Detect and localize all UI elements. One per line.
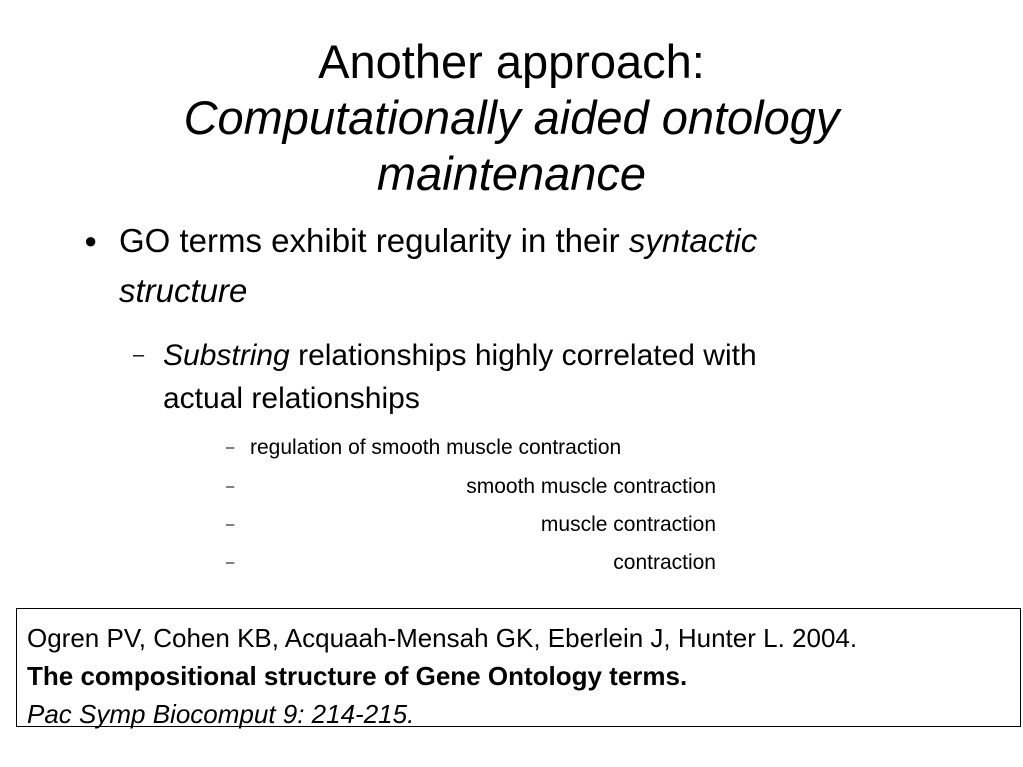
dash-icon: – [226,554,235,571]
dash-icon: – [133,344,145,366]
example-text: smooth muscle contraction [466,475,716,498]
dash-icon: – [226,439,235,456]
example-item [226,472,716,502]
title-line-3: maintenance [376,147,647,200]
sub-bullet-text [163,334,933,420]
citation-journal: Pac Symp Biocomput 9: 214-215. [27,699,415,729]
citation-box [16,608,1021,727]
citation-title: The compositional structure of Gene Ontology terms. [27,661,688,691]
example-item [226,548,716,578]
title-line-2: Computationally aided ontology [183,91,840,144]
bullet-dot-icon: ● [84,228,98,253]
title-line-1: Another approach: [318,35,705,88]
dash-icon: – [226,478,235,495]
sub-bullet-italic: Substring [163,339,290,372]
citation-authors: Ogren PV, Cohen KB, Acquaah-Mensah GK, Eberlein J, Hunter L. 2004. [27,623,858,653]
example-item [226,433,716,463]
sub-bullet-plain-1: relationships highly correlated with [289,339,757,372]
dash-icon: – [226,516,235,533]
example-text: contraction [613,551,716,574]
example-text: regulation of smooth muscle contraction [250,436,622,459]
bullet-text-plain: GO terms exhibit regularity in their [119,222,629,259]
sub-bullet-plain-2: actual relationships [163,382,420,415]
bullet-text-italic-1: syntactic [628,222,758,259]
example-item [226,510,716,540]
slide-title [0,34,1023,202]
example-text: muscle contraction [540,513,716,536]
bullet-text-italic-2: structure [119,272,248,309]
bullet-text [119,216,949,316]
